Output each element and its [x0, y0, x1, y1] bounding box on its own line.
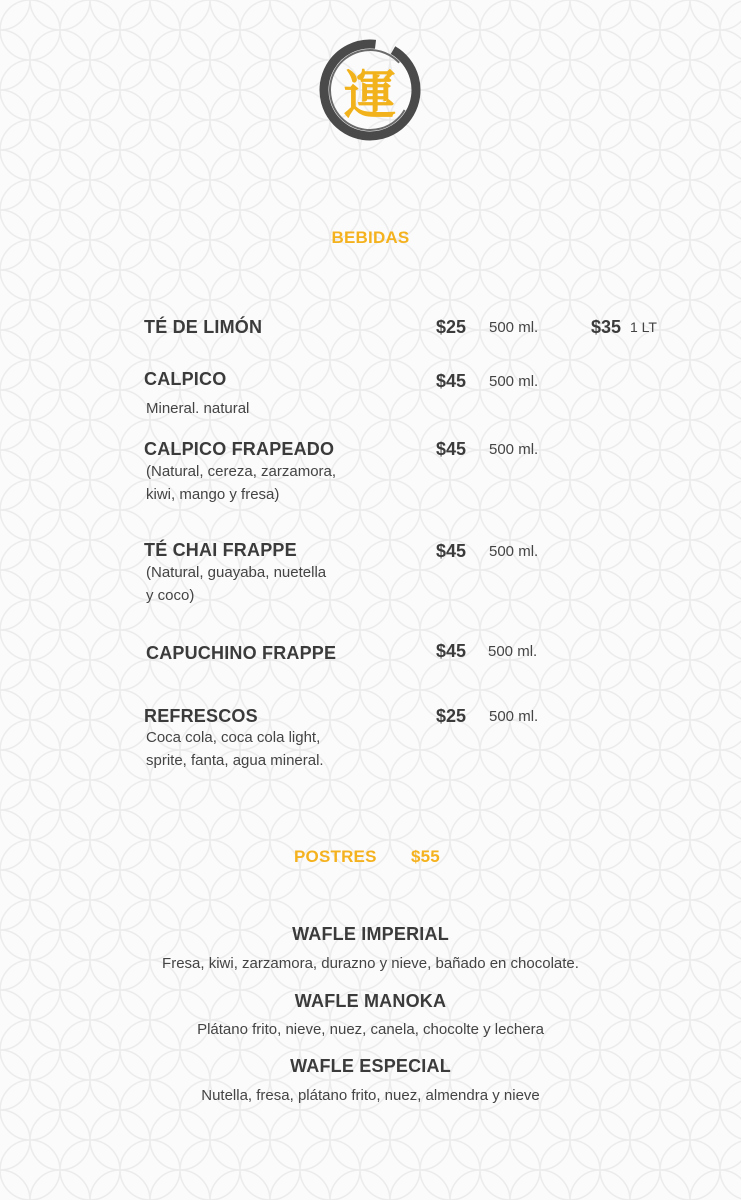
item-description-line: y coco): [146, 587, 195, 604]
item-name: CAPUCHINO FRAPPE: [146, 643, 337, 663]
item-size: 500 ml.: [489, 441, 539, 458]
item-name: CALPICO FRAPEADO: [144, 439, 335, 459]
item-description: Mineral. natural: [146, 400, 250, 417]
item-size-alt: 1 LT: [630, 319, 657, 335]
postres-title: POSTRES: [294, 847, 377, 866]
item-price: $45: [436, 371, 467, 391]
item-description-line: (Natural, guayaba, nuetella: [146, 564, 327, 581]
item-name: TÉ DE LIMÓN: [144, 317, 263, 337]
bebidas-title: BEBIDAS: [331, 228, 410, 247]
item-size: 500 ml.: [488, 643, 538, 660]
dessert-name: WAFLE IMPERIAL: [292, 924, 449, 944]
item-size: 500 ml.: [489, 373, 539, 390]
item-description-line: Coca cola, coca cola light,: [146, 729, 321, 746]
item-price: $25: [436, 317, 467, 337]
item-name: TÉ CHAI FRAPPE: [144, 540, 297, 560]
dessert-description: Fresa, kiwi, zarzamora, durazno y nieve, bañado en chocolate.: [162, 955, 579, 972]
item-size: 500 ml.: [489, 319, 539, 336]
item-price-alt: $35: [591, 317, 622, 337]
item-price: $25: [436, 706, 467, 726]
item-name: CALPICO: [144, 369, 227, 389]
dessert-description: Nutella, fresa, plátano frito, nuez, almendra y nieve: [201, 1087, 540, 1104]
item-description-line: sprite, fanta, agua mineral.: [146, 752, 324, 769]
logo: [315, 35, 425, 145]
item-size: 500 ml.: [489, 708, 539, 725]
item-price: $45: [436, 641, 467, 661]
dessert-name: WAFLE ESPECIAL: [290, 1056, 451, 1076]
logo-kanji: 運: [343, 64, 396, 126]
item-name: REFRESCOS: [144, 706, 258, 726]
postres-price: $55: [411, 847, 440, 866]
dessert-description: Plátano frito, nieve, nuez, canela, chocolte y lechera: [197, 1021, 544, 1038]
item-price: $45: [436, 439, 467, 459]
item-size: 500 ml.: [489, 543, 539, 560]
dessert-name: WAFLE MANOKA: [294, 991, 447, 1011]
item-description-line: (Natural, cereza, zarzamora,: [146, 463, 337, 480]
item-price: $45: [436, 541, 467, 561]
item-description-line: kiwi, mango y fresa): [146, 486, 280, 503]
